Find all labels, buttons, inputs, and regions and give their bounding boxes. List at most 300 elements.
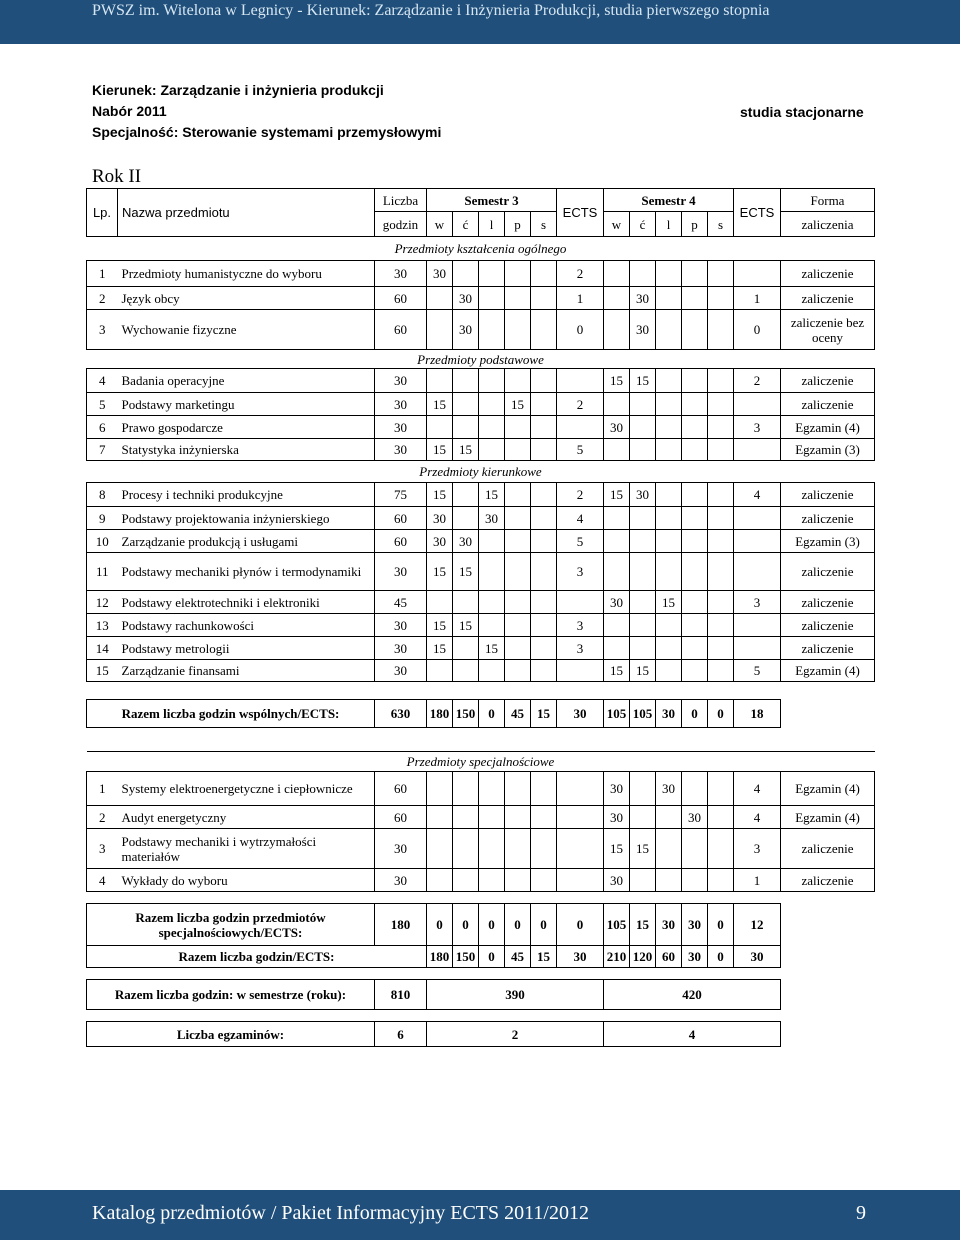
cell-w3: 15 — [427, 439, 453, 461]
cell-w3 — [427, 416, 453, 439]
subject-name: Podstawy projektowania inżynierskiego — [118, 507, 375, 530]
cell-s4 — [708, 287, 734, 310]
cell-s3 — [531, 553, 557, 591]
cell-s3 — [531, 591, 557, 614]
summary-value: 30 — [682, 904, 708, 946]
assessment-form: zaliczenie — [781, 869, 875, 892]
cell-l4 — [656, 553, 682, 591]
cell-c4 — [630, 869, 656, 892]
row-number: 12 — [87, 591, 118, 614]
cell-s3 — [531, 439, 557, 461]
cell-e4: 4 — [734, 772, 781, 806]
cell-s4 — [708, 530, 734, 553]
cell-e4: 1 — [734, 869, 781, 892]
spacer — [87, 682, 875, 700]
summary-value: 0 — [708, 700, 734, 728]
cell-c3 — [453, 591, 479, 614]
cell-w4 — [604, 261, 630, 287]
subject-name: Przedmioty humanistyczne do wyboru — [118, 261, 375, 287]
cell-p4 — [682, 507, 708, 530]
cell-c3 — [453, 261, 479, 287]
cell-l3 — [479, 591, 505, 614]
top-banner — [0, 0, 960, 44]
ects4-header: ECTS — [734, 189, 781, 237]
row-number: 3 — [87, 829, 118, 869]
cell-w4: 15 — [604, 660, 630, 682]
subject-name: Język obcy — [118, 287, 375, 310]
empty-cell — [781, 904, 875, 946]
summary-value: 30 — [557, 946, 604, 968]
cell-s3 — [531, 416, 557, 439]
cell-e4: 1 — [734, 287, 781, 310]
cell-l3 — [479, 772, 505, 806]
table-row — [87, 591, 875, 614]
cell-p3 — [505, 869, 531, 892]
cell-s3 — [531, 614, 557, 637]
l4-header: l — [656, 212, 682, 237]
cell-godz: 30 — [375, 393, 427, 416]
cell-l4 — [656, 416, 682, 439]
cell-godz: 60 — [375, 772, 427, 806]
cell-c4 — [630, 806, 656, 829]
cell-godz: 60 — [375, 806, 427, 829]
assessment-form: zaliczenie — [781, 393, 875, 416]
cell-s4 — [708, 806, 734, 829]
row-number: 3 — [87, 310, 118, 350]
spacer — [87, 968, 875, 980]
cell-l3: 30 — [479, 507, 505, 530]
cell-s4 — [708, 869, 734, 892]
cell-w4: 30 — [604, 772, 630, 806]
summary-value: 0 — [479, 946, 505, 968]
row-number: 1 — [87, 772, 118, 806]
cell-c4 — [630, 439, 656, 461]
table-row — [87, 416, 875, 439]
cell-e3 — [557, 869, 604, 892]
cell-p4 — [682, 369, 708, 393]
cell-w4: 30 — [604, 591, 630, 614]
cell-p3 — [505, 637, 531, 660]
cell-l4 — [656, 483, 682, 507]
lp-header: Lp. — [87, 189, 118, 237]
summary-value: 18 — [734, 700, 781, 728]
assessment-form: zaliczenie bez oceny — [781, 310, 875, 350]
subject-name: Zarządzanie finansami — [118, 660, 375, 682]
cell-l4 — [656, 507, 682, 530]
cell-e4 — [734, 553, 781, 591]
table-row — [87, 310, 875, 350]
cell-w3 — [427, 772, 453, 806]
summary-value: 0 — [708, 946, 734, 968]
cell-s3 — [531, 660, 557, 682]
cell-p3 — [505, 614, 531, 637]
cell-w3: 15 — [427, 614, 453, 637]
cell-l3 — [479, 369, 505, 393]
section-podstawowe: Przedmioty podstawowe — [87, 350, 875, 369]
section-specjalnosciowe: Przedmioty specjalnościowe — [87, 752, 875, 772]
subject-name: Podstawy mechaniki płynów i termodynamiki — [118, 553, 375, 591]
cell-c3 — [453, 393, 479, 416]
empty-cell — [781, 980, 875, 1010]
summary-value: 105 — [604, 700, 630, 728]
cell-w3 — [427, 660, 453, 682]
cell-e3 — [557, 806, 604, 829]
cell-p3 — [505, 507, 531, 530]
assessment-form: zaliczenie — [781, 614, 875, 637]
summary-value: 150 — [453, 700, 479, 728]
cell-godz: 30 — [375, 660, 427, 682]
cell-w3: 15 — [427, 393, 453, 416]
study-mode-label: studia stacjonarne — [740, 104, 864, 120]
cell-e4: 4 — [734, 806, 781, 829]
cell-s4 — [708, 393, 734, 416]
cell-c3 — [453, 483, 479, 507]
w3-header: w — [427, 212, 453, 237]
cell-c3: 15 — [453, 614, 479, 637]
cell-e3: 1 — [557, 287, 604, 310]
cell-l4: 15 — [656, 591, 682, 614]
semester3-header: Semestr 3 — [427, 189, 557, 212]
cell-w4 — [604, 530, 630, 553]
subject-name: Audyt energetyczny — [118, 806, 375, 829]
cell-w4: 30 — [604, 806, 630, 829]
section-ogolne: Przedmioty kształcenia ogólnego — [87, 237, 875, 261]
exams-label: Liczba egzaminów: — [87, 1022, 375, 1047]
cell-c4 — [630, 772, 656, 806]
cell-l3 — [479, 287, 505, 310]
cell-w3 — [427, 310, 453, 350]
cell-s3 — [531, 287, 557, 310]
assessment-form: zaliczenie — [781, 261, 875, 287]
cell-godz: 60 — [375, 287, 427, 310]
subject-name: Statystyka inżynierska — [118, 439, 375, 461]
cell-p4 — [682, 530, 708, 553]
cell-c4: 15 — [630, 369, 656, 393]
cell-s4 — [708, 310, 734, 350]
cell-w3: 15 — [427, 483, 453, 507]
cell-w4 — [604, 507, 630, 530]
kierunek-label: Kierunek: Zarządzanie i inżynieria produkcji — [92, 82, 384, 98]
cell-e3: 2 — [557, 393, 604, 416]
cell-e4 — [734, 393, 781, 416]
row-number: 6 — [87, 416, 118, 439]
summary-row-spec — [87, 904, 875, 946]
cell-e4: 3 — [734, 416, 781, 439]
cell-l3 — [479, 869, 505, 892]
assessment-form: Egzamin (4) — [781, 806, 875, 829]
form-header-2: zaliczenia — [781, 212, 875, 237]
cell-c4 — [630, 530, 656, 553]
summary-semester-label: Razem liczba godzin: w semestrze (roku): — [87, 980, 375, 1010]
cell-p4 — [682, 287, 708, 310]
cell-e3 — [557, 660, 604, 682]
exams-year-value: 6 — [375, 1022, 427, 1047]
row-number: 4 — [87, 869, 118, 892]
summary-value: 30 — [656, 700, 682, 728]
summary-sem4-value: 420 — [604, 980, 781, 1010]
cell-w4: 30 — [604, 869, 630, 892]
cell-e4: 3 — [734, 591, 781, 614]
table-row — [87, 507, 875, 530]
cell-l4 — [656, 530, 682, 553]
cell-p3 — [505, 261, 531, 287]
row-number: 4 — [87, 369, 118, 393]
cell-c4 — [630, 507, 656, 530]
cell-l3: 15 — [479, 637, 505, 660]
subject-name: Podstawy rachunkowości — [118, 614, 375, 637]
summary-value: 0 — [557, 904, 604, 946]
row-number: 2 — [87, 806, 118, 829]
cell-s4 — [708, 637, 734, 660]
summary-value: 45 — [505, 700, 531, 728]
cell-c3: 30 — [453, 310, 479, 350]
cell-c3 — [453, 869, 479, 892]
assessment-form: zaliczenie — [781, 507, 875, 530]
cell-s3 — [531, 507, 557, 530]
cell-l4 — [656, 439, 682, 461]
cell-p4 — [682, 483, 708, 507]
cell-e3 — [557, 772, 604, 806]
cell-c4: 15 — [630, 829, 656, 869]
summary-value: 630 — [375, 700, 427, 728]
cell-e4: 4 — [734, 483, 781, 507]
s4-header: s — [708, 212, 734, 237]
assessment-form: zaliczenie — [781, 369, 875, 393]
banner-title: PWSZ im. Witelona w Legnicy - Kierunek: Zarządzanie i Inżynieria Produkcji, studia pierwszego stopnia — [92, 2, 770, 19]
cell-s4 — [708, 261, 734, 287]
cell-w4: 15 — [604, 369, 630, 393]
cell-c3 — [453, 829, 479, 869]
cell-c3: 15 — [453, 553, 479, 591]
cell-p4 — [682, 393, 708, 416]
cell-l3 — [479, 393, 505, 416]
hours-header-2: godzin — [375, 212, 427, 237]
summary-spec-label: Razem liczba godzin przedmiotów specjalnościowych/ECTS: — [87, 904, 375, 946]
c3-header: ć — [453, 212, 479, 237]
cell-l3 — [479, 530, 505, 553]
cell-l3 — [479, 310, 505, 350]
year-heading: Rok II — [92, 166, 142, 187]
cell-w4 — [604, 637, 630, 660]
summary-value: 45 — [505, 946, 531, 968]
cell-s3 — [531, 829, 557, 869]
cell-c3 — [453, 806, 479, 829]
subject-name: Wykłady do wyboru — [118, 869, 375, 892]
cell-w4: 30 — [604, 416, 630, 439]
cell-p3 — [505, 591, 531, 614]
cell-godz: 60 — [375, 310, 427, 350]
cell-p4 — [682, 869, 708, 892]
summary-value: 0 — [531, 904, 557, 946]
l3-header: l — [479, 212, 505, 237]
cell-w4: 15 — [604, 829, 630, 869]
cell-s4 — [708, 772, 734, 806]
cell-w3 — [427, 287, 453, 310]
summary-value: 0 — [505, 904, 531, 946]
cell-s4 — [708, 553, 734, 591]
spacer — [87, 1010, 875, 1022]
assessment-form: Egzamin (3) — [781, 439, 875, 461]
cell-w4 — [604, 393, 630, 416]
cell-p3 — [505, 416, 531, 439]
subject-name: Podstawy mechaniki i wytrzymałości materiałów — [118, 829, 375, 869]
page-number: 9 — [856, 1202, 866, 1224]
cell-c3: 30 — [453, 287, 479, 310]
subject-name: Podstawy metrologii — [118, 637, 375, 660]
cell-c4: 15 — [630, 660, 656, 682]
summary-row-common — [87, 700, 875, 728]
cell-p4 — [682, 772, 708, 806]
summary-value: 120 — [630, 946, 656, 968]
assessment-form: zaliczenie — [781, 591, 875, 614]
cell-w3: 30 — [427, 530, 453, 553]
cell-p4 — [682, 310, 708, 350]
cell-e4 — [734, 439, 781, 461]
summary-row-all — [87, 946, 875, 968]
row-number: 5 — [87, 393, 118, 416]
assessment-form: Egzamin (4) — [781, 416, 875, 439]
cell-c4 — [630, 393, 656, 416]
cell-s4 — [708, 614, 734, 637]
cell-w4 — [604, 614, 630, 637]
subject-name: Zarządzanie produkcją i usługami — [118, 530, 375, 553]
cell-p3 — [505, 483, 531, 507]
cell-e4: 5 — [734, 660, 781, 682]
summary-value: 0 — [427, 904, 453, 946]
cell-c3 — [453, 369, 479, 393]
cell-p3 — [505, 369, 531, 393]
cell-l3 — [479, 806, 505, 829]
cell-s3 — [531, 483, 557, 507]
cell-c3 — [453, 416, 479, 439]
summary-value: 30 — [656, 904, 682, 946]
summary-common-label: Razem liczba godzin wspólnych/ECTS: — [87, 700, 375, 728]
cell-c3 — [453, 660, 479, 682]
cell-l3 — [479, 416, 505, 439]
table-row — [87, 393, 875, 416]
cell-p4 — [682, 591, 708, 614]
empty-cell — [781, 700, 875, 728]
nabor-label: Nabór 2011 — [92, 103, 167, 119]
subject-name: Systemy elektroenergetyczne i ciepłownicze — [118, 772, 375, 806]
cell-godz: 30 — [375, 261, 427, 287]
table-row — [87, 530, 875, 553]
cell-s3 — [531, 637, 557, 660]
summary-value: 105 — [630, 700, 656, 728]
cell-godz: 45 — [375, 591, 427, 614]
p3-header: p — [505, 212, 531, 237]
cell-e3 — [557, 369, 604, 393]
cell-e4 — [734, 261, 781, 287]
assessment-form: zaliczenie — [781, 483, 875, 507]
summary-row-semester — [87, 980, 875, 1010]
cell-e4 — [734, 507, 781, 530]
subject-name: Podstawy marketingu — [118, 393, 375, 416]
cell-c3: 15 — [453, 439, 479, 461]
cell-e4 — [734, 637, 781, 660]
cell-c4 — [630, 614, 656, 637]
cell-w3: 30 — [427, 507, 453, 530]
summary-value: 0 — [708, 904, 734, 946]
cell-e4 — [734, 614, 781, 637]
cell-e4 — [734, 530, 781, 553]
cell-l4 — [656, 829, 682, 869]
assessment-form: Egzamin (3) — [781, 530, 875, 553]
table-row — [87, 439, 875, 461]
p4-header: p — [682, 212, 708, 237]
spacer — [87, 728, 875, 752]
assessment-form: zaliczenie — [781, 287, 875, 310]
cell-p4 — [682, 614, 708, 637]
cell-w3: 15 — [427, 637, 453, 660]
cell-godz: 30 — [375, 439, 427, 461]
cell-s3 — [531, 772, 557, 806]
w4-header: w — [604, 212, 630, 237]
cell-w4 — [604, 287, 630, 310]
summary-value: 0 — [479, 700, 505, 728]
cell-e3: 3 — [557, 614, 604, 637]
table-row — [87, 772, 875, 806]
specjalnosc-label: Specjalność: Sterowanie systemami przemysłowymi — [92, 124, 442, 140]
form-header: Forma — [781, 189, 875, 212]
cell-l3 — [479, 660, 505, 682]
exams-sem3-value: 2 — [427, 1022, 604, 1047]
cell-godz: 30 — [375, 869, 427, 892]
table-row — [87, 614, 875, 637]
cell-l3 — [479, 614, 505, 637]
cell-p4 — [682, 416, 708, 439]
cell-l4 — [656, 369, 682, 393]
cell-s3 — [531, 869, 557, 892]
cell-c4 — [630, 261, 656, 287]
subject-name: Prawo gospodarcze — [118, 416, 375, 439]
summary-value: 12 — [734, 904, 781, 946]
cell-l3: 15 — [479, 483, 505, 507]
cell-p4 — [682, 261, 708, 287]
cell-w3: 15 — [427, 553, 453, 591]
cell-p3 — [505, 772, 531, 806]
cell-godz: 30 — [375, 829, 427, 869]
table-row — [87, 869, 875, 892]
subject-name: Wychowanie fizyczne — [118, 310, 375, 350]
summary-value: 105 — [604, 904, 630, 946]
summary-value: 180 — [375, 904, 427, 946]
cell-c4 — [630, 553, 656, 591]
cell-e3: 2 — [557, 483, 604, 507]
cell-s4 — [708, 829, 734, 869]
summary-value: 0 — [682, 700, 708, 728]
assessment-form: Egzamin (4) — [781, 660, 875, 682]
cell-godz: 30 — [375, 637, 427, 660]
cell-s4 — [708, 483, 734, 507]
row-number: 13 — [87, 614, 118, 637]
exams-sem4-value: 4 — [604, 1022, 781, 1047]
c4-header: ć — [630, 212, 656, 237]
footer-title: Katalog przedmiotów / Pakiet Informacyjny ECTS 2011/2012 — [92, 1202, 589, 1224]
table-row — [87, 660, 875, 682]
cell-p3 — [505, 806, 531, 829]
cell-w3 — [427, 591, 453, 614]
cell-e3: 5 — [557, 439, 604, 461]
cell-p4 — [682, 439, 708, 461]
footer-banner — [0, 1190, 960, 1240]
hours-header: Liczba — [375, 189, 427, 212]
cell-l3 — [479, 261, 505, 287]
cell-e3: 0 — [557, 310, 604, 350]
cell-godz: 60 — [375, 530, 427, 553]
cell-p4 — [682, 660, 708, 682]
row-number: 8 — [87, 483, 118, 507]
